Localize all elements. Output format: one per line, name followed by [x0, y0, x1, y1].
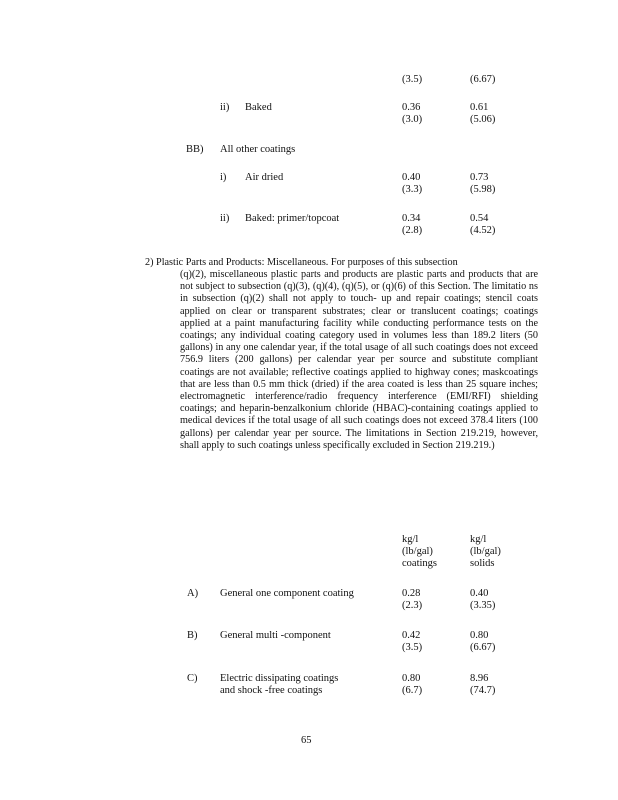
row-letter: B) [187, 630, 198, 641]
value-solids: 0.54 (4.52) [470, 213, 496, 236]
value-coatings: 0.80 (6.7) [402, 673, 423, 696]
value-coatings: 0.36 (3.0) [402, 102, 423, 125]
item-number: ii) [220, 213, 230, 224]
row-label: General one component coating [220, 588, 354, 599]
item-number: ii) [220, 102, 230, 113]
value-coatings: 0.28 (2.3) [402, 588, 423, 611]
section-body: (q)(2), miscellaneous plastic parts and products are plastic parts and products that are not subject to subsection (q)(3), (q)(4), (q)(5), or (q)(6) of this Section. The limitatio ns in subsection (q)(2) shall not apply to touch- up and repair coatings; stencil coats applied on clear or transparent substrates; clear or translucent coatings; coatings applied at a paint manufacturing facility while conducting performance tests on the coatings; any individual coating category used in volumes less than 189.2 liters (50 gallons) in any one calendar year, if the total usage of all such coatings does not exceed 756.9 liters (200 gallons) per calendar year per source and substitute compliant coatings are not available; reflective coatings applied to highway cones; maskcoatings that are less than 0.5 mm thick (dried) if the area coated is less than 25 square inches; electromagnetic interference/radio frequency interference (EMI/RFI) shielding coatings; and heparin-benzalkonium chloride (HBAC)-containing coatings applied to medical devices if the total usage of all such coatings does not exceed 378.4 liters (100 gallons) per calendar year per source. The limitations in Section 219.219, however, shall apply to such coatings unless specifically excluded in Section 219.219.) [180, 269, 538, 451]
header-coatings: kg/l (lb/gal) coatings [402, 534, 437, 569]
item-label: Air dried [245, 172, 284, 183]
section-lead: 2) Plastic Parts and Products: Miscellaneous. For purposes of this subsection [145, 257, 458, 268]
item-letter: BB) [186, 144, 204, 155]
value-solids: (6.67) [470, 74, 496, 85]
row-label: Electric dissipating coatings and shock -free coatings [220, 673, 339, 696]
value-solids: 0.61 (5.06) [470, 102, 496, 125]
value-solids: 0.80 (6.67) [470, 630, 496, 653]
item-label: Baked [245, 102, 272, 113]
value-coatings: 0.42 (3.5) [402, 630, 423, 653]
row-letter: C) [187, 673, 198, 684]
value-solids: 8.96 (74.7) [470, 673, 496, 696]
value-coatings: 0.34 (2.8) [402, 213, 423, 236]
page-number: 65 [301, 735, 312, 746]
row-letter: A) [187, 588, 199, 599]
item-number: i) [220, 172, 227, 183]
item-label: Baked: primer/topcoat [245, 213, 340, 224]
row-label: General multi -component [220, 630, 331, 641]
value-coatings: (3.5) [402, 74, 423, 85]
item-label: All other coatings [220, 144, 296, 155]
value-coatings: 0.40 (3.3) [402, 172, 423, 195]
value-solids: 0.73 (5.98) [470, 172, 496, 195]
header-solids: kg/l (lb/gal) solids [470, 534, 501, 569]
value-solids: 0.40 (3.35) [470, 588, 496, 611]
